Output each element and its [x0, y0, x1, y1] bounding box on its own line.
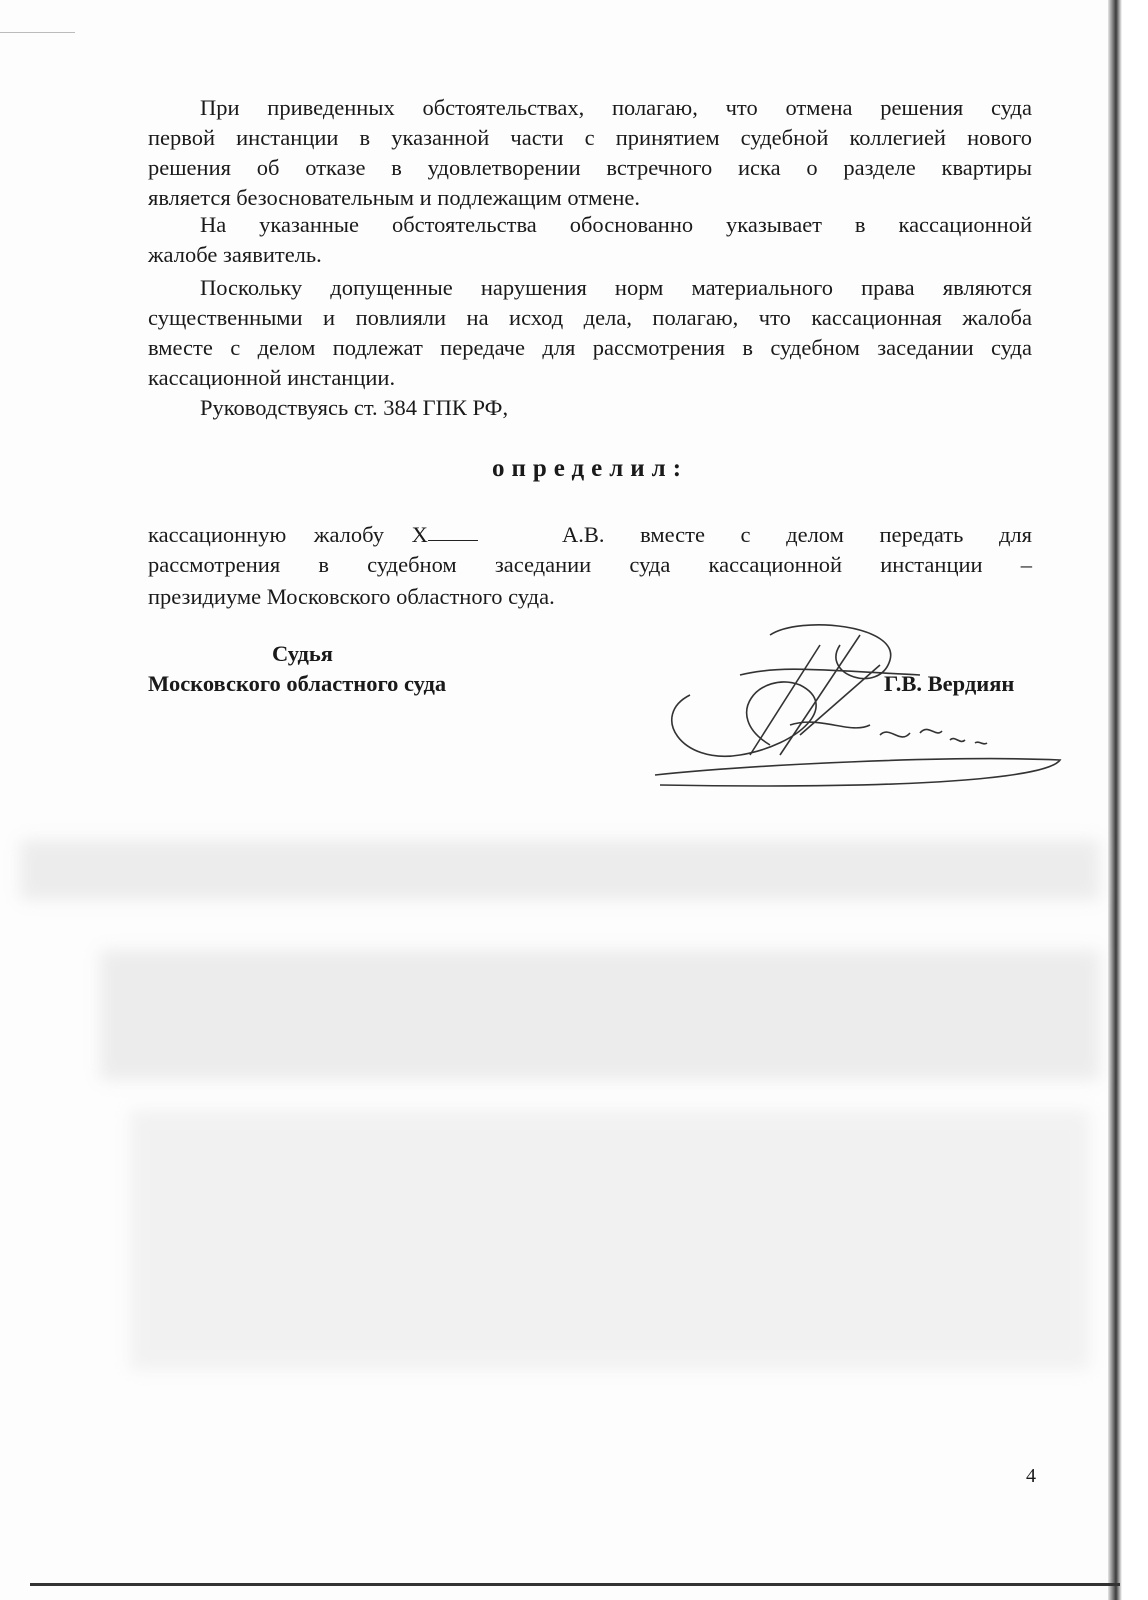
page-number: 4 [1026, 1465, 1036, 1487]
operative-heading: определил: [491, 455, 689, 482]
scan-edge [0, 32, 75, 33]
text: А.В. вместе с делом передать для [562, 522, 1032, 547]
bleed-through [130, 1110, 1090, 1370]
text-line: жалобе заявитель. [148, 242, 322, 267]
text-line: решения об отказе в удовлетворении встречного иска о разделе квартиры [148, 155, 1032, 180]
text-line: первой инстанции в указанной части с принятием судебной коллегией нового [148, 125, 1032, 150]
text-line: вместе с делом подлежат передаче для рассмотрения в судебном заседании суда [148, 335, 1032, 360]
signatory-title: Судья [272, 641, 333, 666]
handwritten-signature [650, 615, 1070, 805]
text-line: Руководствуясь ст. 384 ГПК РФ, [200, 395, 509, 420]
bleed-through [20, 840, 1100, 900]
text-line: Поскольку допущенные нарушения норм материального права являются [200, 275, 1032, 300]
text-line: является безосновательным и подлежащим отмене. [148, 185, 641, 210]
text-line: существенными и повлияли на исход дела, полагаю, что кассационная жалоба [148, 305, 1032, 330]
scan-edge [1108, 0, 1148, 1600]
signatory-name: Г.В. Вердиян [884, 671, 1015, 696]
scan-edge [30, 1583, 1120, 1586]
text-line: рассмотрения в судебном заседании суда кассационной инстанции – [148, 552, 1032, 577]
bleed-through [100, 950, 1100, 1080]
text-line: кассационной инстанции. [148, 365, 396, 390]
redacted-name [428, 520, 478, 541]
text-line: При приведенных обстоятельствах, полагаю, что отмена решения суда [200, 95, 1032, 120]
text: кассационную жалобу Х [148, 522, 428, 547]
text-line: На указанные обстоятельства обоснованно указывает в кассационной [200, 212, 1032, 237]
signatory-court: Московского областного суда [148, 671, 447, 696]
decision-line [148, 520, 1032, 550]
text-line: президиуме Московского областного суда. [148, 584, 555, 609]
